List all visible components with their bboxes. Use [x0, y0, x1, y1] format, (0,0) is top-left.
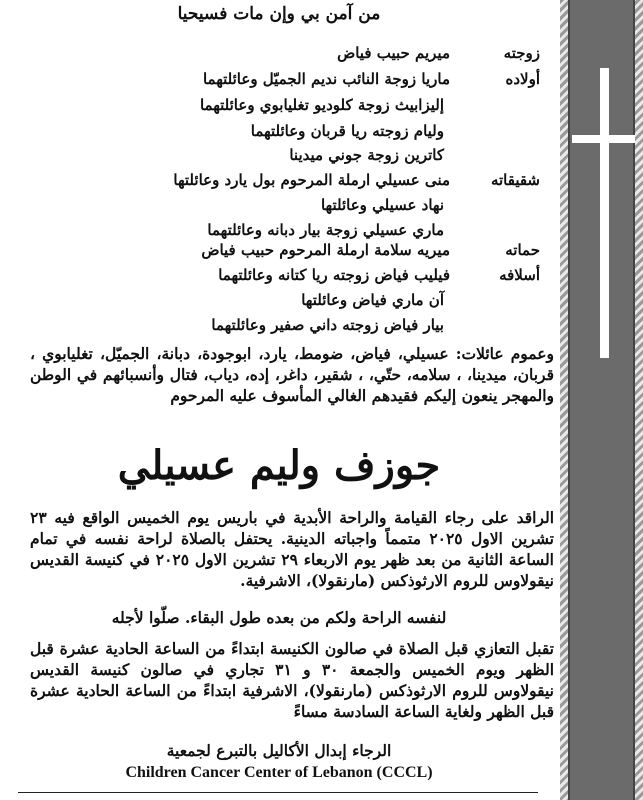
family-member: إليزابيث زوجة كلوديو تغليابوي وعائلتهما	[199, 96, 444, 114]
family-label: زوجته	[503, 44, 540, 62]
family-member: وليام زوجته ريا قربان وعائلتهما	[250, 122, 444, 140]
family-member: ميريه سلامة ارملة المرحوم حبيب فياض	[201, 241, 450, 259]
family-member: فيليب فياض زوجته ريا كتانه وعائلتهما	[218, 266, 450, 284]
relatives-paragraph: وعموم عائلات: عسيلي، فياض، ضومط، يارد، ابوجودة، دبانة، الجميّل، تغليابوي ، قربان، ميدينا، ، سلامه، حتّي، ، شقير، داغر، إده، دياب، فتال وأنسبائهم في الوطن والمهجر ينعون إليكم فقيدهم الغالي المأسوف عليه المرحوم	[30, 344, 554, 405]
border-panel	[568, 0, 635, 800]
service-details: الراقد على رجاء القيامة والراحة الأبدية في باريس يوم الخميس الواقع فيه ٢٣ تشرين الاول ٢٠٢٥ متمماً واجباته الدينية. يحتفل بالصلاة لراحة نفسه في تمام الساعة الثانية من بعد ظهر يوم الاربعاء ٢٩ تشرين الاول ٢٠٢٥ في كنيسة القديس نيقولاوس للروم الارثوذكس (مارنقولا)، الاشرفية.	[30, 508, 554, 590]
family-member: آن ماري فياض وعائلتها	[301, 291, 444, 309]
prayer-line: لنفسه الراحة ولكم من بعده طول البقاء. صلّوا لأجله	[111, 608, 447, 627]
condolences-paragraph: تقبل التعازي قبل الصلاة في صالون الكنيسة ابتداءً من الساعة الحادية عشرة قبل الظهر ويوم الخميس والجمعة ٣٠ و ٣١ تجاري في صالون كنيسة القديس نيقولاوس للروم الارثوذكس (مارنقولا)، الاشرفية ابتداءً من الساعة الحادية عشرة قبل الظهر ولغاية الساعة السادسة مساءً	[30, 639, 554, 721]
family-member: ماري عسيلي زوجة بيار دبانه وعائلتهما	[207, 221, 444, 239]
side-border	[560, 0, 643, 800]
family-label: شقيقاته	[490, 171, 540, 189]
deceased-name: جوزف وليم عسيلي	[117, 442, 441, 489]
family-label: حماته	[505, 241, 540, 259]
bible-verse: من آمن بي وإن مات فسيحيا	[177, 4, 381, 24]
family-member: نهاد عسيلي وعائلتها	[320, 196, 444, 214]
family-member: ماريا زوجة النائب نديم الجميّل وعائلتهما	[202, 70, 450, 88]
cross-icon-bar	[572, 135, 635, 143]
family-member: كاترين زوجة جوني ميدينا	[289, 146, 444, 164]
family-member: ميريم حبيب فياض	[337, 44, 450, 62]
donation-request: الرجاء إبدال الأكاليل بالتبرع لجمعية	[166, 741, 392, 760]
family-label: أولاده	[505, 70, 540, 88]
family-member: بيار فياض زوجته داني صفير وعائلتهما	[211, 316, 444, 334]
charity-name: Children Cancer Center of Lebanon (CCCL)	[125, 764, 433, 781]
family-member: منى عسيلي ارملة المرحوم بول يارد وعائلتها	[173, 171, 450, 189]
family-label: أسلافه	[499, 266, 540, 284]
cross-icon	[600, 68, 609, 358]
bottom-divider	[18, 792, 538, 793]
